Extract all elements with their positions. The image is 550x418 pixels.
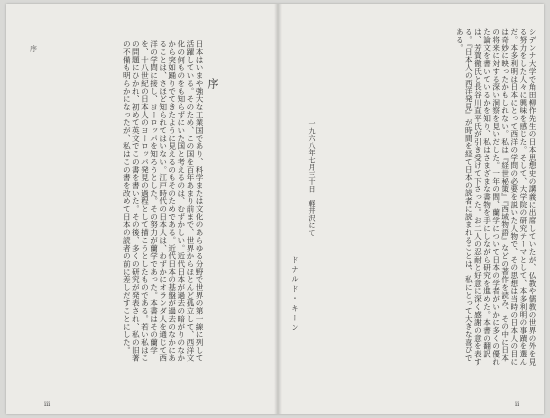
page-number-left: iii — [44, 400, 51, 408]
page-number-right: ii — [515, 400, 520, 408]
right-page — [282, 4, 544, 414]
running-head: 序 — [30, 45, 37, 53]
preface-body-text: 日本はいまや強大な工業国であり、科学または文化のあらゆる分野で世界の第一線に列して活躍している。そのため、この国を百年あまり前まで、世界からほとんど孤立して、西洋文化の何ものをも知らずにいた国と考えるのは、むずかしい。近代日本が過去の暗がりのなかから突如踊りでてきたように見えるのもそのためである。近代日本の基盤が過去のなかにあることは、さほど知られてはいない。江戸時代の日本人は、わずかにオランダ人を通じて西洋の学問に接し、ヨーロッパを知ろうとした。その努力が蘭学であった。本書はその蘭学を、十八世紀の日本人のヨーロッパ発見の過程として描こうとしたものである。若い私はこの問題にひかれ、初めて英文でこの書を書いた。その後、多くの研究が発表され、私の旧著の不備も明らかになったが、私はこの書を改めて日本の読者の前に差しだすことにした。 — [122, 40, 204, 362]
preface-body-text-continued: シデンナ大学で角田柳作先生の日本思想史の講義に出席していたが、仏教や儒教の世界の外を見る努力をした人々に興味を感じた。そして、大学院の研究テーマとして、本多利明の事蹟を選んだ。本多利明は日本にとって西洋の学問の必要を説いた人物で、その思想は当時の日本人の目には奇妙に映ったかもしれない。私は『経世秘策』『西域物語』などの著作を読み、その中に日本の将来に対する深い洞察を見いだした。一年の間、蘭学について日本の学者がいかに多くの優れた論文を書いているかを知り、私はさまざまな書物を手にしながら研究を進めた。本書の翻訳は、芳賀徹氏と長谷川直平氏が引き受けて下さった。お二人の忍耐と好意に深く感謝の意を表する。『日本人の西洋発見』が時間を経て日本の読者に読まれることは、私にとって大きな喜びである。 — [455, 28, 537, 366]
signature-date: 一九六八年七月三十日 軽井沢にて — [308, 120, 316, 236]
author-signature: ドナルド・キーン — [291, 256, 300, 334]
book-gutter — [274, 4, 282, 414]
left-page — [6, 4, 274, 414]
book-spread — [6, 4, 544, 414]
preface-heading: 序 — [206, 78, 219, 93]
